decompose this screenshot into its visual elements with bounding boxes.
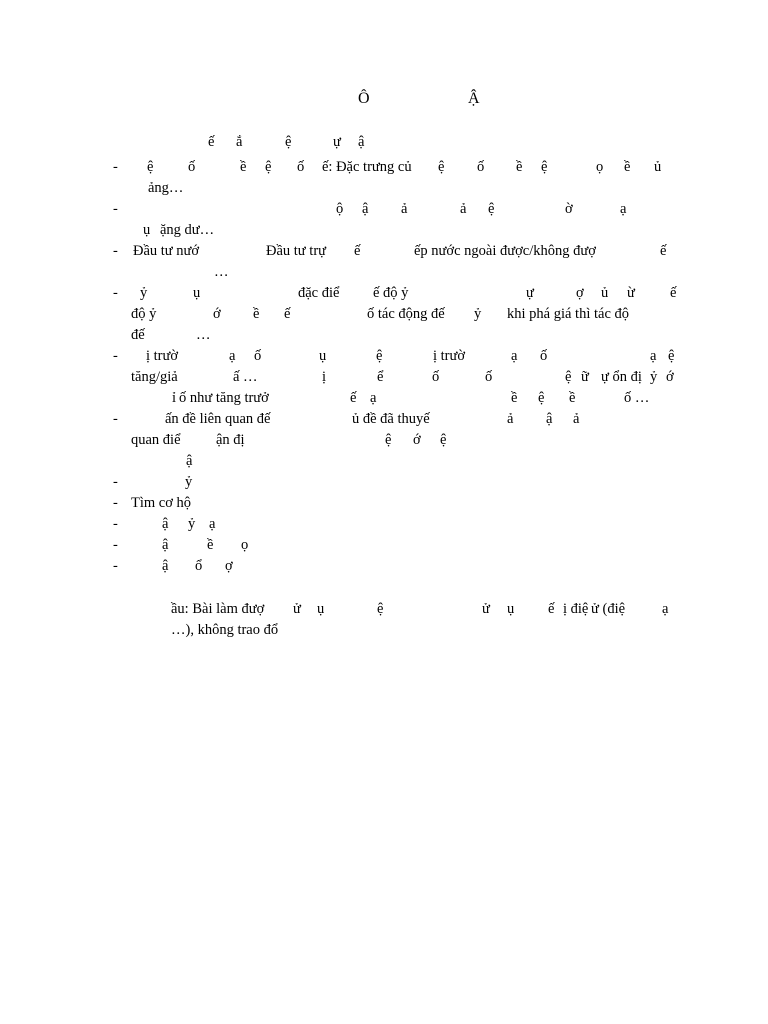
text-fragment: ỉ bbox=[172, 390, 177, 406]
text-fragment: ợ bbox=[576, 285, 584, 301]
text-fragment: ạ bbox=[229, 348, 236, 364]
text-fragment: ỷ bbox=[140, 285, 148, 301]
text-fragment: ế bbox=[670, 285, 677, 301]
text-fragment: ị trườ bbox=[433, 348, 466, 364]
text-fragment: ạ bbox=[662, 601, 669, 617]
text-fragment: ớ bbox=[213, 306, 221, 322]
bullet-dash: - bbox=[113, 159, 118, 175]
text-fragment: ớ bbox=[666, 369, 674, 385]
text-fragment: ệ bbox=[488, 201, 495, 217]
list-line bbox=[0, 388, 768, 409]
text-fragment: ậ bbox=[162, 558, 169, 574]
list-line bbox=[0, 178, 768, 199]
text-fragment: ế bbox=[660, 243, 667, 259]
text-fragment: ớ bbox=[413, 432, 421, 448]
text-fragment: ữ bbox=[581, 369, 589, 385]
text-fragment: ệ bbox=[377, 601, 384, 617]
text-fragment: ỷ bbox=[650, 369, 658, 385]
list-line bbox=[0, 409, 768, 430]
text-fragment: ạ bbox=[620, 201, 627, 217]
text-fragment: ậ bbox=[358, 134, 365, 150]
text-fragment: ố bbox=[297, 159, 305, 175]
text-fragment: Đầu tư trự bbox=[266, 243, 327, 259]
bullet-dash: - bbox=[113, 474, 118, 490]
note-line bbox=[0, 599, 768, 620]
text-fragment: ợ bbox=[225, 558, 233, 574]
text-fragment: ụ bbox=[143, 222, 151, 238]
list-line bbox=[0, 472, 768, 493]
text-fragment: ụ bbox=[319, 348, 327, 364]
list-line bbox=[0, 451, 768, 472]
text-fragment: ố bbox=[432, 369, 440, 385]
list-line bbox=[0, 346, 768, 367]
text-fragment: ố bbox=[188, 159, 196, 175]
text-fragment: khi phá giá thì tác độ bbox=[507, 306, 630, 322]
text-fragment: ạ bbox=[511, 348, 518, 364]
text-fragment: ụ bbox=[317, 601, 325, 617]
text-fragment: ọ bbox=[241, 537, 249, 553]
bullet-dash: - bbox=[113, 285, 118, 301]
text-fragment: ầu: Bài làm đượ bbox=[171, 601, 265, 617]
text-fragment: ỷ bbox=[185, 474, 193, 490]
text-fragment: ủ đề đã thuyế bbox=[352, 411, 430, 427]
title-fragment: Ô bbox=[358, 90, 370, 107]
text-fragment: ờ bbox=[565, 201, 573, 217]
list-line bbox=[0, 430, 768, 451]
bullet-dash: - bbox=[113, 495, 118, 511]
bullet-dash: - bbox=[113, 243, 118, 259]
text-fragment: ự ổn đị bbox=[601, 369, 642, 385]
text-fragment: ử bbox=[482, 601, 490, 617]
text-fragment: ố bbox=[477, 159, 485, 175]
list-line bbox=[0, 367, 768, 388]
text-fragment: ề bbox=[624, 159, 631, 175]
intro-line bbox=[0, 132, 768, 154]
text-fragment: ỷ bbox=[474, 306, 482, 322]
text-fragment: ộ bbox=[336, 201, 344, 217]
text-fragment: ệ bbox=[668, 348, 675, 364]
text-fragment: độ ỷ bbox=[131, 306, 157, 322]
text-fragment: ệ bbox=[376, 348, 383, 364]
list-line bbox=[0, 199, 768, 220]
text-fragment: ệ bbox=[541, 159, 548, 175]
text-fragment: ệ bbox=[438, 159, 445, 175]
text-fragment: ận đị bbox=[216, 432, 245, 448]
text-fragment: Tìm cơ hộ bbox=[131, 495, 192, 511]
bullet-dash: - bbox=[113, 537, 118, 553]
text-fragment: ủ bbox=[601, 285, 609, 301]
list-line bbox=[0, 262, 768, 283]
text-fragment: ệ bbox=[440, 432, 447, 448]
text-fragment: ủ bbox=[654, 159, 662, 175]
text-fragment: ỷ bbox=[188, 516, 196, 532]
title-fragment: Ậ bbox=[468, 90, 480, 107]
bullet-dash: - bbox=[113, 516, 118, 532]
text-fragment: ệ bbox=[565, 369, 572, 385]
text-fragment: ế bbox=[208, 134, 215, 150]
text-fragment: … bbox=[196, 327, 211, 343]
text-fragment: ử bbox=[293, 601, 301, 617]
page-title bbox=[0, 88, 768, 112]
text-fragment: … bbox=[214, 264, 229, 280]
bullet-dash: - bbox=[113, 201, 118, 217]
text-fragment: đặc điể bbox=[298, 285, 340, 301]
text-fragment: ấn đề liên quan đế bbox=[165, 411, 271, 427]
text-fragment: ệ bbox=[265, 159, 272, 175]
text-fragment: ệ bbox=[147, 159, 154, 175]
text-fragment: ế độ ỷ bbox=[373, 285, 409, 301]
text-fragment: ọ bbox=[596, 159, 604, 175]
text-fragment: ị bbox=[322, 369, 327, 385]
list-line bbox=[0, 535, 768, 556]
text-fragment: ụ bbox=[193, 285, 201, 301]
text-fragment: ề bbox=[207, 537, 214, 553]
list-line bbox=[0, 304, 768, 325]
text-fragment: ậ bbox=[162, 537, 169, 553]
text-fragment: ắ bbox=[236, 134, 243, 150]
text-fragment: ố tác động đế bbox=[367, 306, 445, 322]
text-fragment: ề bbox=[569, 390, 576, 406]
bullet-dash: - bbox=[113, 348, 118, 364]
list-line bbox=[0, 493, 768, 514]
text-fragment: ả bbox=[460, 201, 467, 217]
bullet-dash: - bbox=[113, 411, 118, 427]
text-fragment: ụ bbox=[507, 601, 515, 617]
text-fragment: ố bbox=[254, 348, 262, 364]
text-fragment: ố … bbox=[624, 390, 650, 406]
text-fragment: ặng dư… bbox=[160, 222, 215, 238]
list-line bbox=[0, 556, 768, 577]
text-fragment: ố bbox=[485, 369, 493, 385]
text-fragment: ậ bbox=[546, 411, 553, 427]
text-fragment: ề bbox=[253, 306, 260, 322]
text-fragment: ế bbox=[354, 243, 361, 259]
text-fragment: ếp nước ngoài được/không đượ bbox=[414, 243, 596, 259]
text-fragment: ậ bbox=[162, 516, 169, 532]
bullet-dash: - bbox=[113, 558, 118, 574]
text-fragment: ế: Đặc trưng củ bbox=[322, 159, 412, 175]
text-fragment: ế bbox=[548, 601, 555, 617]
text-fragment: ậ bbox=[186, 453, 193, 469]
text-fragment: ị điệ bbox=[563, 601, 589, 617]
text-fragment: ế bbox=[284, 306, 291, 322]
text-fragment: ạ bbox=[209, 516, 216, 532]
text-fragment: ảng… bbox=[148, 180, 184, 196]
text-fragment: ể bbox=[377, 369, 384, 385]
text-fragment: ậ bbox=[362, 201, 369, 217]
text-fragment: ả bbox=[507, 411, 514, 427]
text-fragment: ấ … bbox=[233, 369, 258, 385]
text-fragment: ố bbox=[540, 348, 548, 364]
list-line bbox=[0, 514, 768, 535]
text-fragment: Đầu tư nướ bbox=[133, 243, 200, 259]
list-line bbox=[0, 157, 768, 178]
text-fragment: quan điể bbox=[131, 432, 181, 448]
text-fragment: tăng/giả bbox=[131, 369, 178, 385]
text-fragment: ổ bbox=[195, 558, 203, 574]
text-fragment: ề bbox=[516, 159, 523, 175]
note-line bbox=[0, 620, 768, 641]
text-fragment: ử (điệ bbox=[591, 601, 626, 617]
list-line bbox=[0, 325, 768, 346]
text-fragment: ệ bbox=[285, 134, 292, 150]
text-fragment: ạ bbox=[370, 390, 377, 406]
list-line bbox=[0, 241, 768, 262]
list-line bbox=[0, 283, 768, 304]
text-fragment: ề bbox=[511, 390, 518, 406]
text-fragment: ị trườ bbox=[146, 348, 179, 364]
text-fragment: ả bbox=[401, 201, 408, 217]
text-fragment: ệ bbox=[538, 390, 545, 406]
text-fragment: ự bbox=[526, 285, 534, 301]
text-fragment: ệ bbox=[385, 432, 392, 448]
text-fragment: …), không trao đổ bbox=[171, 622, 279, 638]
text-fragment: ả bbox=[573, 411, 580, 427]
text-fragment: ạ bbox=[650, 348, 657, 364]
text-fragment: ừ bbox=[627, 285, 635, 301]
text-fragment: ự bbox=[333, 134, 341, 150]
list-line bbox=[0, 220, 768, 241]
text-fragment: ố như tăng trưở bbox=[179, 390, 269, 406]
text-fragment: ế bbox=[350, 390, 357, 406]
text-fragment: ề bbox=[240, 159, 247, 175]
text-fragment: đế bbox=[131, 327, 145, 343]
